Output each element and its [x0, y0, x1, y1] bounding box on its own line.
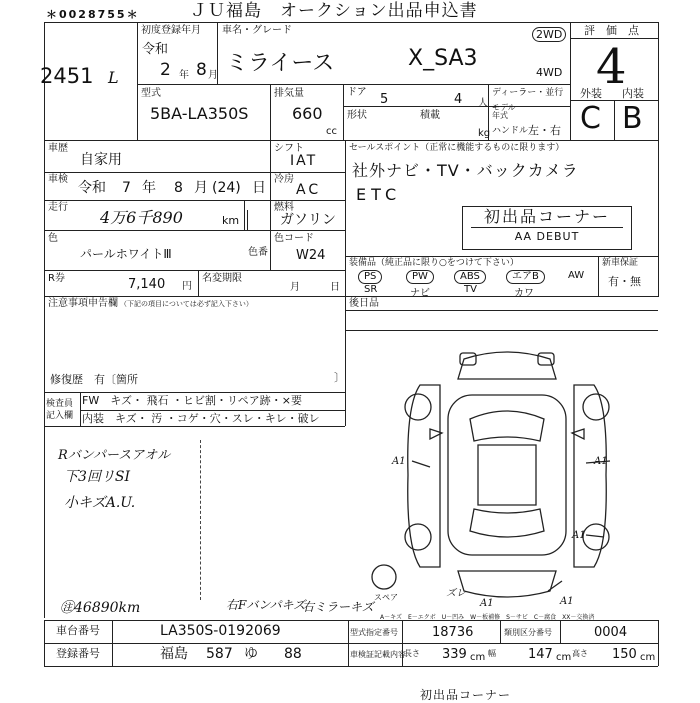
- plate-label: 登録番号: [56, 647, 100, 660]
- car-grade: X_SA3: [408, 46, 478, 71]
- grid-h2: [44, 140, 658, 141]
- grid-v14: [80, 392, 81, 426]
- reg-year-unit: 年: [179, 70, 189, 81]
- equip-aw: AW: [568, 270, 585, 281]
- repair-end: 〕: [334, 371, 345, 384]
- carname-label: 車名・グレード: [222, 25, 292, 36]
- grid-h13: [345, 310, 658, 311]
- interior-grade: B: [622, 101, 643, 136]
- car-roof: [478, 445, 536, 505]
- grid-v16: [112, 620, 113, 666]
- model-code: 5BA-LA350S: [150, 104, 249, 123]
- grid-h11: [44, 296, 658, 297]
- ac-label: 冷房: [274, 174, 294, 185]
- mileage-value: 4万6千890: [100, 208, 183, 227]
- color-code: W24: [296, 248, 326, 263]
- cc-unit: cc: [326, 126, 337, 137]
- grid-h19: [44, 643, 658, 644]
- color-no-label: 色番: [248, 247, 268, 258]
- length-label: 長さ: [404, 649, 420, 658]
- grid-v15: [44, 620, 45, 666]
- reg-era: 令和: [142, 42, 169, 57]
- shift-label: シフト: [274, 143, 304, 154]
- damage-mark-5: ズレ: [446, 588, 466, 599]
- grid-h8: [44, 230, 345, 231]
- grid-v4: [658, 22, 659, 140]
- color-code-label: 色コード: [274, 233, 314, 244]
- insp-year: 7: [122, 180, 131, 196]
- width-label: 幅: [488, 649, 496, 658]
- debut-stamp-sub: AA DEBUT: [514, 230, 580, 243]
- car-body: [448, 395, 566, 555]
- model-year-label: モデル 年式: [492, 103, 516, 120]
- insp-day: (24): [212, 180, 241, 196]
- car-name: ミライース: [226, 51, 335, 76]
- insp-m: 月: [194, 180, 208, 196]
- nc-day: 日: [330, 282, 340, 293]
- hand-note-3: 小キズA.U.: [64, 495, 136, 511]
- handle-value: 左・右: [528, 124, 561, 137]
- type-cert-label: 型式指定番号: [350, 628, 398, 637]
- lot-number: 2451: [40, 64, 94, 88]
- inspector-label: 検査員 記入欄: [46, 399, 74, 421]
- equip-leather: カワ: [514, 288, 534, 299]
- handle-label: ハンドル: [492, 126, 529, 136]
- grid-mid-v: [345, 140, 346, 426]
- sales-point-line1: 社外ナビ・TV・バックカメラ: [352, 161, 579, 180]
- grid-v10: [247, 210, 248, 230]
- displacement: 660: [292, 104, 323, 123]
- color-value: パールホワイトⅢ: [80, 247, 172, 261]
- grid-v12: [244, 200, 245, 230]
- wheel-front-right: [583, 394, 609, 420]
- type-cert-number: 18736: [432, 625, 474, 640]
- wheel-rear-right: [583, 524, 609, 550]
- yen-unit: 円: [182, 281, 192, 292]
- grid-v20: [560, 620, 561, 643]
- grid-h9: [270, 172, 345, 173]
- rear-item-label: 後日品: [349, 298, 379, 309]
- declaration-label: 注意事項申告欄: [48, 298, 118, 309]
- debut-stamp: [462, 206, 632, 250]
- equipment-label: 装備品（純正品に限り○をつけて下さい）: [349, 258, 519, 268]
- interior-label: 内装: [622, 87, 644, 100]
- height-label: 高さ: [572, 649, 588, 658]
- recycle-label: R券: [48, 273, 65, 284]
- grid-h12: [345, 256, 658, 257]
- plate-class: 587: [206, 646, 233, 662]
- class-label: 類別区分番号: [504, 628, 552, 637]
- insp-y: 年: [142, 180, 156, 196]
- grid-v5: [614, 100, 615, 140]
- grid-v21: [658, 620, 659, 666]
- rating-score: 4: [596, 39, 627, 95]
- exterior-label: 外装: [580, 87, 602, 100]
- load-label: 積載: [420, 110, 440, 121]
- rating-label: 評 価 点: [584, 24, 639, 37]
- dealer-label: ディーラー・並行: [492, 88, 564, 98]
- grid-v13: [598, 256, 599, 296]
- height-value: 150: [612, 647, 637, 662]
- reg-month: 8: [196, 60, 207, 80]
- damage-mark-6: A1: [480, 598, 494, 609]
- frame-right-mid: [658, 140, 659, 297]
- displacement-label: 排気量: [274, 88, 304, 99]
- grid-h10: [44, 270, 345, 271]
- insp-day-value: 24: [217, 180, 236, 196]
- doors-label: ドア: [347, 87, 367, 98]
- drive-2wd: 2WD: [532, 27, 566, 42]
- kg-unit: kg: [478, 128, 491, 139]
- lot-suffix: L: [108, 68, 119, 87]
- fw-row: FW キズ・ 飛石 ・ヒビ割・リペア跡・×要: [82, 394, 302, 407]
- exterior-grade: C: [580, 101, 601, 136]
- frame-left: [44, 140, 45, 618]
- length-value: 339: [442, 647, 467, 662]
- debut-stamp-title: 初出品コーナー: [471, 207, 623, 228]
- class-number: 0004: [594, 625, 628, 640]
- damage-legend: A－キズ E－エクボ U－凹み W－板補修 S－サビ C－腐食 XX－交換済: [380, 614, 595, 621]
- name-change-label: 名変期限: [202, 273, 242, 284]
- reg-year: 2: [160, 60, 171, 80]
- recycle-value: 7,140: [128, 277, 166, 292]
- interior-row: 内装 キズ・ 汚 ・コゲ・穴・スレ・キレ・破レ: [82, 412, 320, 425]
- hand-note-2: 下3回リSI: [64, 469, 131, 485]
- km-unit: km: [222, 214, 240, 227]
- car-windshield: [470, 411, 544, 441]
- shape-label: 形状: [347, 110, 367, 121]
- plate-kana: ゆ: [244, 646, 258, 662]
- grid-h18: [44, 620, 658, 621]
- inspection-label: 車検: [48, 174, 68, 185]
- grid-h17: [44, 426, 345, 427]
- grid-v11: [198, 270, 199, 296]
- dashed-guide: [200, 440, 201, 600]
- damage-mark-2: A1: [594, 456, 608, 467]
- chassis-label: 車台番号: [56, 624, 100, 637]
- damage-mark-1: A1: [392, 456, 406, 467]
- grid-v17: [348, 620, 349, 666]
- insp-era: 令和: [78, 180, 106, 196]
- height-unit: cm: [640, 652, 656, 663]
- length-unit: cm: [470, 652, 486, 663]
- equip-pw: PW: [406, 270, 434, 284]
- equip-tv: TV: [464, 284, 477, 295]
- repair-label: 修復歴 有〔箇所: [50, 373, 138, 386]
- equip-sr: SR: [364, 284, 378, 295]
- wheel-rear-left: [405, 524, 431, 550]
- insp-month: 8: [174, 180, 183, 196]
- footer-stamp: 初出品コーナー: [420, 688, 512, 702]
- car-rear-bumper: [458, 571, 556, 597]
- declaration-sub: （下記の項目については必ず記入下さい）: [120, 300, 253, 308]
- plate-number: 88: [284, 646, 302, 662]
- warranty-value: 有・無: [608, 275, 641, 288]
- car-damage-diagram: [390, 345, 630, 605]
- sales-point-line2: ETC: [356, 185, 402, 204]
- fuel-value: ガソリン: [280, 212, 336, 228]
- car-rear-window: [470, 509, 544, 537]
- hand-note-1: Rバンパースアオル: [58, 448, 171, 463]
- hand-bumper-note: 右Fバンパキズ: [226, 598, 306, 612]
- new-car-label: 新車保証: [602, 258, 639, 268]
- grid-v6: [270, 84, 271, 140]
- equip-airbag: エアB: [506, 270, 545, 284]
- spare-label: スペア: [374, 593, 398, 602]
- damage-mark-3: A1: [572, 530, 586, 541]
- grid-v3: [570, 22, 571, 140]
- dims-label: 車検証記載内容: [350, 650, 406, 659]
- damage-mark-4: A1: [560, 596, 574, 607]
- plate-region: 福島: [160, 646, 188, 662]
- grid-h16: [80, 410, 345, 411]
- spare-tire: [372, 565, 396, 589]
- shift-value: IAT: [290, 153, 318, 169]
- equip-navi: ナビ: [410, 288, 430, 299]
- ac-value: AC: [296, 182, 322, 198]
- color-label: 色: [48, 233, 58, 244]
- history-value: 自家用: [80, 152, 122, 168]
- form-title: ＪＵ福島 オークション出品申込書: [190, 1, 478, 21]
- seats: 4: [454, 92, 463, 107]
- type-label: 型式: [141, 88, 161, 99]
- grid-v1: [137, 22, 138, 140]
- reg-month-unit: 月: [208, 70, 218, 81]
- equip-ps: PS: [358, 270, 382, 284]
- drive-4wd: 4WD: [536, 66, 563, 79]
- grid-h20: [44, 666, 658, 667]
- fuel-label: 燃料: [274, 202, 294, 213]
- mileage-label: 走行: [48, 202, 68, 213]
- doors: 5: [380, 92, 389, 107]
- serial-number: ＊0028755＊: [46, 8, 140, 21]
- seats-unit: 人: [478, 98, 488, 109]
- width-unit: cm: [556, 652, 572, 663]
- hand-mirror-note: 右ミラーキズ: [302, 600, 374, 614]
- history-label: 車歴: [48, 143, 68, 154]
- chassis-number: LA350S-0192069: [160, 623, 281, 639]
- grid-v7: [343, 84, 344, 140]
- width-value: 147: [528, 647, 553, 662]
- wheel-front-left: [405, 394, 431, 420]
- nc-month: 月: [290, 282, 300, 293]
- grid-h6: [44, 172, 270, 173]
- equip-abs: ABS: [454, 270, 486, 284]
- hand-mileage: ㊟46890km: [60, 600, 141, 616]
- grid-v19: [500, 620, 501, 643]
- first-reg-label: 初度登録年月: [141, 25, 201, 36]
- insp-d: 日: [252, 180, 266, 196]
- grid-h14: [345, 330, 658, 331]
- grid-h7: [44, 200, 345, 201]
- grid-h15: [44, 392, 345, 393]
- sales-point-label: セールスポイント（正常に機能するものに限ります）: [349, 143, 565, 153]
- grid-v9: [270, 140, 271, 270]
- grid-h1: [137, 84, 570, 85]
- car-left-side: [408, 385, 440, 567]
